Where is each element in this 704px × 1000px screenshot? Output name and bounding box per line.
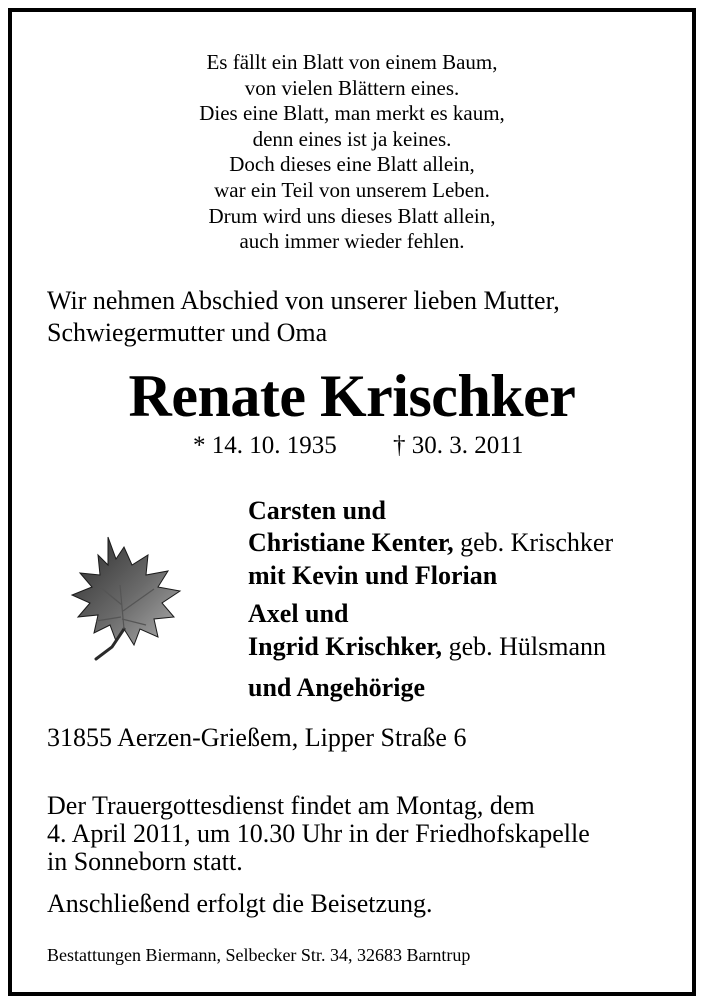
birth-date: * 14. 10. 1935 [193, 432, 337, 459]
family-line-text: und Angehörige [248, 673, 425, 702]
deceased-name: Renate Krischker [128, 363, 576, 429]
family-line-ingrid [248, 632, 606, 662]
intro-line: Wir nehmen Abschied von unserer lieben Mutter, [47, 286, 560, 315]
poem-line: denn eines ist ja keines. [252, 126, 452, 151]
mourner-address: 31855 Aerzen-Grießem, Lipper Straße 6 [47, 723, 467, 752]
family-line-carsten [248, 496, 386, 526]
poem-line: Es fällt ein Blatt von einem Baum, [206, 50, 498, 74]
family-member-name: Christiane Kenter, [248, 528, 454, 557]
family-line-christiane [248, 528, 613, 558]
family-line-axel [248, 599, 348, 629]
service-line: 4. April 2011, um 10.30 Uhr in der Friedhofskapelle [47, 819, 590, 848]
funeral-home: Bestattungen Biermann, Selbecker Str. 34, 32683 Barntrup [47, 945, 471, 965]
poem-line: Doch dieses eine Blatt allein, [229, 152, 475, 177]
poem-line: von vielen Blättern eines. [244, 75, 460, 100]
family-line-text: Carsten und [248, 496, 386, 525]
maple-leaf-icon [50, 525, 200, 665]
poem-line: war ein Teil von unserem Leben. [214, 177, 490, 202]
service-line: Der Trauergottesdienst findet am Montag, dem [47, 791, 535, 820]
maiden-name: geb. Krischker [460, 528, 614, 557]
family-line-relatives [248, 673, 425, 703]
family-member-name: Ingrid Krischker, [248, 632, 443, 661]
family-line-grandchildren [248, 561, 497, 591]
burial-note: Anschließend erfolgt die Beisetzung. [47, 889, 433, 918]
poem-line: Drum wird uns dieses Blatt allein, [208, 203, 496, 228]
poem [0, 50, 704, 255]
family-line-text: Axel und [248, 599, 349, 628]
poem-line: Dies eine Blatt, man merkt es kaum, [199, 101, 505, 126]
family-line-text: mit Kevin und Florian [248, 561, 498, 590]
maiden-name: geb. Hülsmann [448, 632, 606, 661]
service-info [47, 792, 590, 876]
poem-line: auch immer wieder fehlen. [239, 229, 465, 254]
intro-line: Schwiegermutter und Oma [47, 318, 328, 347]
death-date: † 30. 3. 2011 [393, 432, 524, 459]
farewell-intro [47, 285, 560, 349]
service-line: in Sonneborn statt. [47, 847, 243, 876]
